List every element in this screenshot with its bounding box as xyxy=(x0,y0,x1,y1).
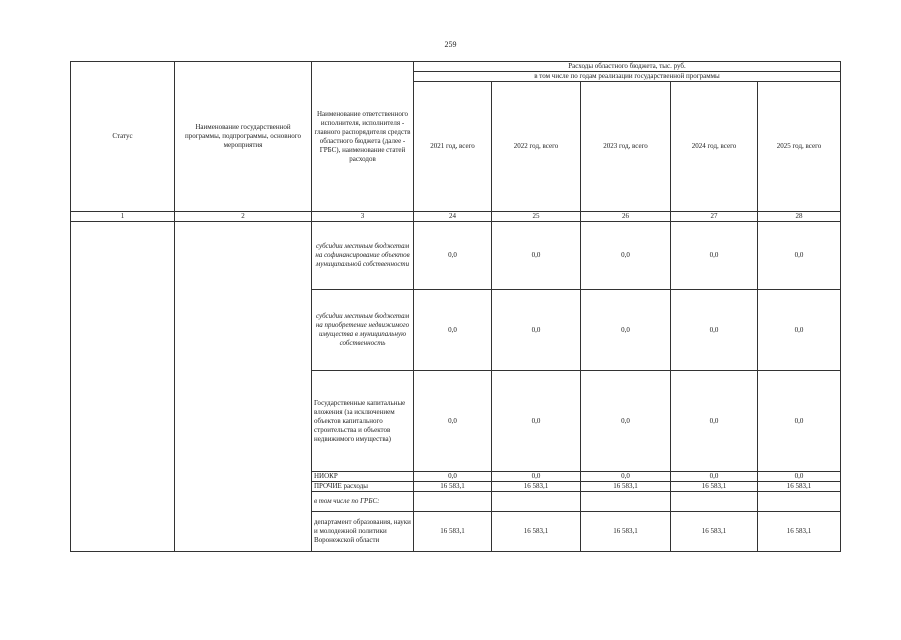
column-number: 2 xyxy=(175,212,312,222)
row-label: субсидии местным бюджетам на приобретение недвижимого имущества в муниципальную собственность xyxy=(312,290,414,371)
row-value: 0,0 xyxy=(758,371,841,472)
row-value: 0,0 xyxy=(581,371,671,472)
row-value: 0,0 xyxy=(492,472,581,482)
row-value: 16 583,1 xyxy=(758,512,841,552)
header-expenses-title: Расходы областного бюджета, тыс. руб. xyxy=(414,62,841,72)
row-value: 0,0 xyxy=(414,472,492,482)
row-value: 0,0 xyxy=(758,472,841,482)
row-label: субсидии местным бюджетам на софинансирование объектов муниципальной собственности xyxy=(312,222,414,290)
row-label: НИОКР xyxy=(312,472,414,482)
row-value: 0,0 xyxy=(758,222,841,290)
header-year: 2021 год, всего xyxy=(414,82,492,212)
column-number-row xyxy=(71,212,841,222)
row-value: 16 583,1 xyxy=(414,482,492,492)
row-value xyxy=(492,492,581,512)
column-number: 24 xyxy=(414,212,492,222)
row-value: 16 583,1 xyxy=(671,482,758,492)
row-value: 16 583,1 xyxy=(671,512,758,552)
table-row xyxy=(71,222,841,290)
column-number: 27 xyxy=(671,212,758,222)
row-value: 0,0 xyxy=(492,371,581,472)
status-cell xyxy=(71,222,175,552)
row-value: 0,0 xyxy=(671,290,758,371)
row-value: 16 583,1 xyxy=(581,482,671,492)
row-value: 0,0 xyxy=(414,290,492,371)
row-value: 0,0 xyxy=(414,222,492,290)
header-status: Статус xyxy=(71,62,175,212)
row-value: 0,0 xyxy=(671,222,758,290)
row-value: 0,0 xyxy=(581,290,671,371)
row-value: 0,0 xyxy=(492,222,581,290)
row-value: 16 583,1 xyxy=(581,512,671,552)
row-value: 0,0 xyxy=(414,371,492,472)
row-value: 0,0 xyxy=(581,472,671,482)
row-value: 16 583,1 xyxy=(492,482,581,492)
header-year: 2025 год, всего xyxy=(758,82,841,212)
row-value: 0,0 xyxy=(758,290,841,371)
header-row-1 xyxy=(71,62,841,72)
row-value: 0,0 xyxy=(581,222,671,290)
page-number: 259 xyxy=(444,40,457,49)
row-value: 16 583,1 xyxy=(492,512,581,552)
row-value xyxy=(581,492,671,512)
row-label: Государственные капитальные вложения (за исключением объектов капитального строительства и объектов недвижимого имущества) xyxy=(312,371,414,472)
row-value: 0,0 xyxy=(671,472,758,482)
row-value: 0,0 xyxy=(671,371,758,472)
column-number: 3 xyxy=(312,212,414,222)
row-value: 0,0 xyxy=(492,290,581,371)
row-value xyxy=(414,492,492,512)
header-years-subtitle: в том числе по годам реализации государственной программы xyxy=(414,72,841,82)
header-executor: Наименование ответственного исполнителя, исполнителя - главного распорядителя средств областного бюджета (далее - ГРБС), наименование статей расходов xyxy=(312,62,414,212)
header-year: 2023 год, всего xyxy=(581,82,671,212)
column-number: 26 xyxy=(581,212,671,222)
program-name-cell xyxy=(175,222,312,552)
row-value: 16 583,1 xyxy=(414,512,492,552)
column-number: 1 xyxy=(71,212,175,222)
column-number: 25 xyxy=(492,212,581,222)
column-number: 28 xyxy=(758,212,841,222)
row-value xyxy=(671,492,758,512)
budget-table xyxy=(70,61,841,552)
header-year: 2022 год, всего xyxy=(492,82,581,212)
row-label: департамент образования, науки и молодежной политики Воронежской области xyxy=(312,512,414,552)
row-value: 16 583,1 xyxy=(758,482,841,492)
row-label: в том числе по ГРБС: xyxy=(312,492,414,512)
row-label: ПРОЧИЕ расходы xyxy=(312,482,414,492)
row-value xyxy=(758,492,841,512)
header-year: 2024 год, всего xyxy=(671,82,758,212)
header-program-name: Наименование государственной программы, подпрограммы, основного мероприятия xyxy=(175,62,312,212)
